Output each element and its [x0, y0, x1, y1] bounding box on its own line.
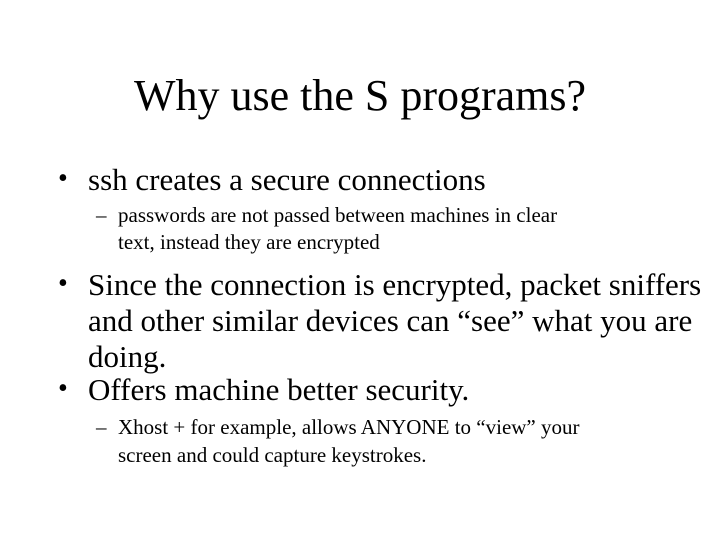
subbullet-marker: – — [96, 415, 107, 439]
bullet-text: Offers machine better security. — [88, 372, 470, 407]
bullet-marker: • — [58, 373, 68, 404]
bullet-marker: • — [58, 163, 68, 194]
subbullet-text: screen and could capture keystrokes. — [118, 443, 427, 467]
bullet-text: doing. — [88, 339, 167, 374]
subbullet-text: Xhost + for example, allows ANYONE to “view” your — [118, 415, 580, 439]
subbullet-text: text, instead they are encrypted — [118, 230, 380, 254]
subbullet-marker: – — [96, 203, 107, 227]
slide-title: Why use the S programs? — [133, 71, 587, 120]
bullet-marker: • — [58, 268, 68, 299]
bullet-text: ssh creates a secure connections — [88, 162, 486, 197]
bullet-text: Since the connection is encrypted, packet sniffers — [88, 267, 702, 302]
subbullet-text: passwords are not passed between machines in clear — [118, 203, 558, 227]
bullet-text: and other similar devices can “see” what you are — [88, 303, 693, 338]
